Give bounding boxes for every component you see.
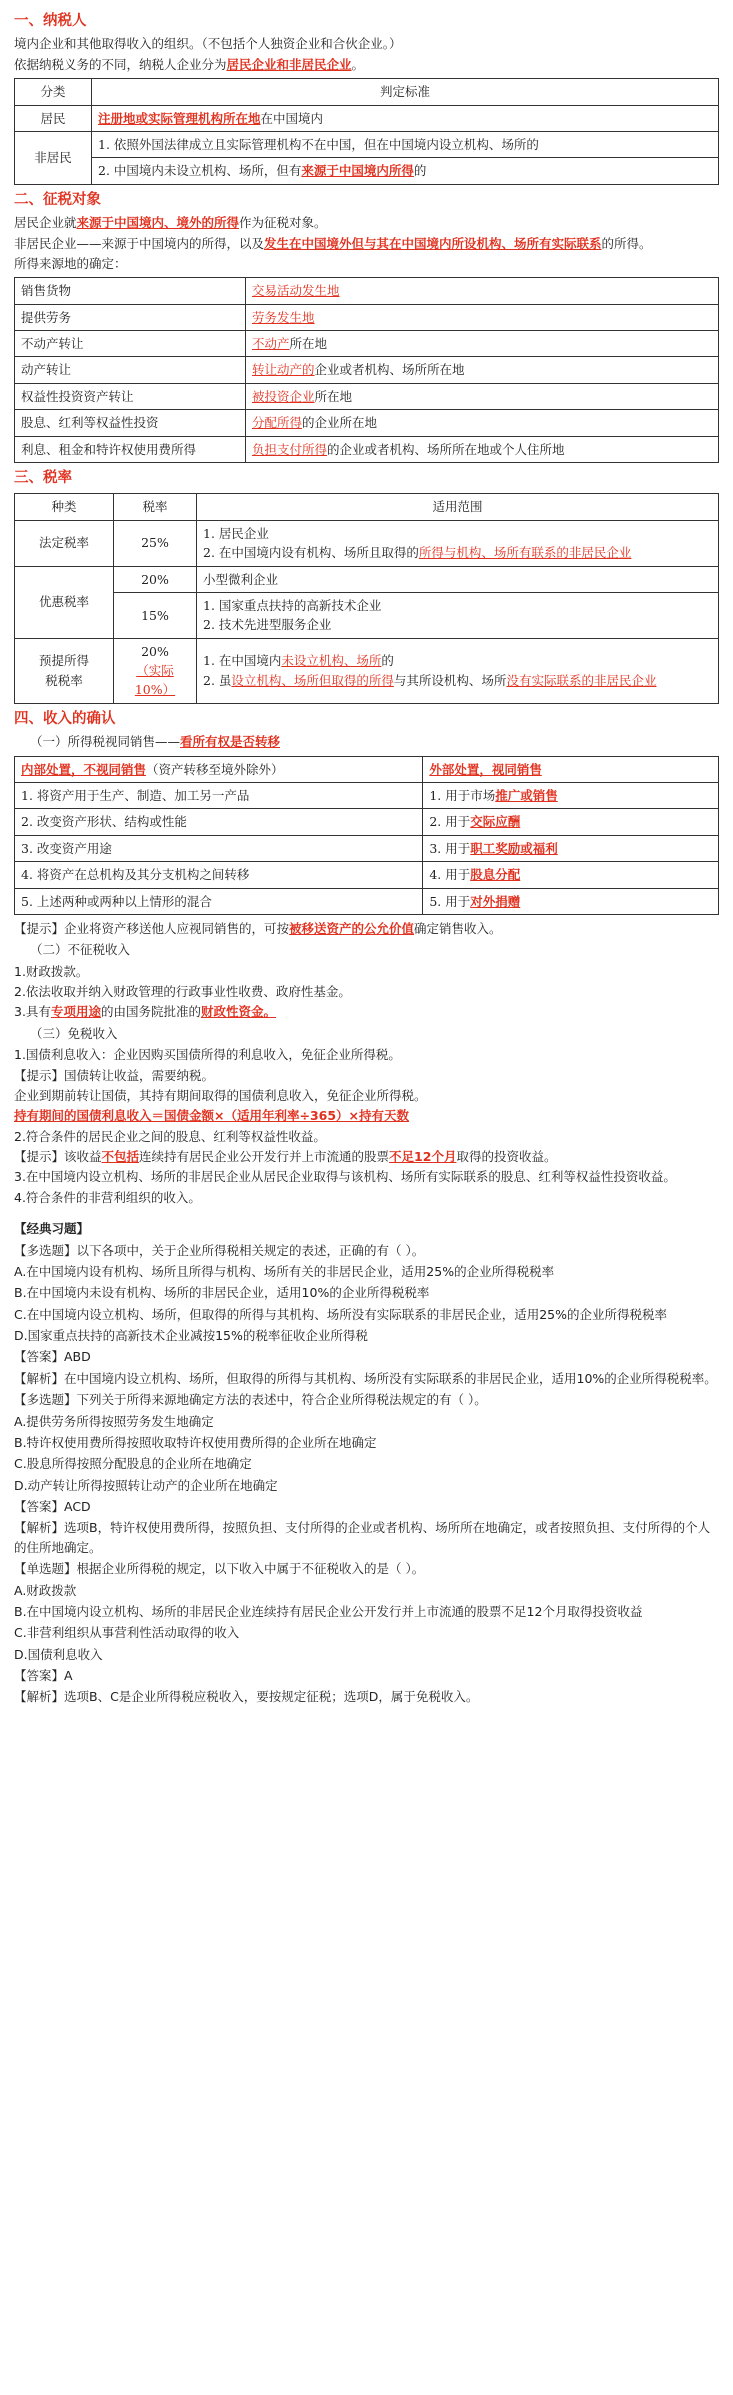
list-item: 3.在中国境内设立机构、场所的非居民企业从居民企业取得与该机构、场所有实际联系的股息、红利等权益性投资收益。 xyxy=(14,1169,676,1185)
exercise-title: 【经典习题】 xyxy=(14,1221,90,1237)
option: D.动产转让所得按照转让动产的企业所在地确定 xyxy=(14,1477,278,1493)
explanation: 【解析】选项B、C是企业所得税应税收入，要按规定征税；选项D，属于免税收入。 xyxy=(14,1689,479,1705)
option: A.在中国境内设有机构、场所且所得与机构、场所有关的非居民企业，适用25%的企业所得税税率 xyxy=(14,1263,555,1279)
list-item: 2.符合条件的居民企业之间的股息、红利等权益性收益。 xyxy=(14,1128,326,1144)
table-cell: 1. 依照外国法律成立且实际管理机构不在中国，但在中国境内设立机构、场所的 2. 中国境内未设立机构、场所，但有来源于中国境内所得的 xyxy=(92,131,719,184)
paragraph: 境内企业和其他取得收入的组织。（不包括个人独资企业和合伙企业。） xyxy=(14,36,402,52)
section-title-taxpayer: 一、纳税人 xyxy=(14,13,87,29)
option: B.在中国境内未设有机构、场所的非居民企业，适用10%的企业所得税税率 xyxy=(14,1285,430,1301)
tax-rate-table: 种类 税率 适用范围 法定税率 25% 1. 居民企业 2. 在中国境内设有机构、场所且取得的所得与机构、场所有联系的非居民企业 优惠税率 20% 小型微利企业 15% 1. 国家重点扶持的高新技术企业 2. 技术先进型服务企业 预提所得 税税率 20% （实际 10%） 1. 在中国境内未设立机构、场所的 2. 虽设立机构、场所但取得的所得与其所设机构、场所没有实际联系的非居民企业 xyxy=(14,493,719,703)
paragraph: 企业到期前转让国债，其持有期间取得的国债利息收入，免征企业所得税。 xyxy=(14,1087,427,1103)
tip: 【提示】该收益不包括连续持有居民企业公开发行并上市流通的股票不足12个月取得的投资收益。 xyxy=(14,1149,557,1164)
list-item: 2.依法收取并纳入财政管理的行政事业性收费、政府性基金。 xyxy=(14,984,351,999)
table-header: 分类 xyxy=(15,79,92,105)
paragraph: 所得来源地的确定： xyxy=(14,255,127,271)
subheading: （二）不征税收入 xyxy=(30,942,131,958)
option: D.国家重点扶持的高新技术企业减按15%的税率征收企业所得税 xyxy=(14,1328,368,1343)
tip: 【提示】国债转让收益，需要纳税。 xyxy=(14,1067,215,1083)
subheading: （三）免税收入 xyxy=(30,1025,118,1041)
answer: 【答案】A xyxy=(14,1668,73,1683)
option: B.特许权使用费所得按照收取特许权使用费所得的企业所在地确定 xyxy=(14,1434,377,1450)
answer: 【答案】ABD xyxy=(14,1349,91,1365)
highlight-text: 居民企业和非居民企业 xyxy=(226,56,352,72)
section-title-income-recognition: 四、收入的确认 xyxy=(14,710,116,727)
paragraph: 居民企业就来源于中国境内、境外的所得作为征税对象。 xyxy=(14,215,327,231)
paragraph: 非居民企业——来源于中国境内的所得，以及发生在中国境外但与其在中国境内所设机构、场所有实际联系的所得。 xyxy=(14,235,652,251)
explanation: 【解析】在中国境内设立机构、场所，但取得的所得与其机构、场所没有实际联系的非居民企业，适用10%的企业所得税税率。 xyxy=(14,1370,717,1386)
list-item: 4.符合条件的非营利组织的收入。 xyxy=(14,1189,201,1205)
subheading: （一）所得税视同销售——看所有权是否转移 xyxy=(30,734,281,750)
question: 【多选题】以下各项中，关于企业所得税相关规定的表述，正确的有（ ）。 xyxy=(14,1242,425,1258)
section-title-tax-object: 二、征税对象 xyxy=(14,191,101,208)
taxpayer-table xyxy=(14,78,719,185)
option: B.在中国境内设立机构、场所的非居民企业连续持有居民企业公开发行并上市流通的股票不足12个月取得投资收益 xyxy=(14,1603,643,1619)
question: 【单选题】根据企业所得税的规定，以下收入中属于不征税收入的是（ ）。 xyxy=(14,1561,425,1577)
list-item: 1.国债利息收入：企业因购买国债所得的利息收入，免征企业所得税。 xyxy=(14,1047,401,1063)
option: A.财政拨款 xyxy=(14,1582,77,1598)
table-cell: 居民 xyxy=(15,105,92,131)
answer: 【答案】ACD xyxy=(14,1499,91,1514)
paragraph: 依据纳税义务的不同，纳税人企业分为居民企业和非居民企业。 xyxy=(14,56,365,72)
explanation: 【解析】选项B，特许权使用费所得，按照负担、支付所得的企业或者机构、场所所在地确定，或者按照负担、支付所得的个人的住所地确定。 xyxy=(14,1520,711,1555)
table-header: 判定标准 xyxy=(92,79,719,105)
table-cell: 非居民 xyxy=(15,131,92,184)
option: C.非营利组织从事营利性活动取得的收入 xyxy=(14,1625,240,1641)
deemed-sale-table: 内部处置，不视同销售（资产转移至境外除外） 外部处置，视同销售 1. 将资产用于生产、制造、加工另一产品 1. 用于市场推广或销售 2. 改变资产形状、结构或性能 2. 用于交际应酬 3. 改变资产用途 3. 用于职工奖励或福利 4. 将资产在总机构及其分支机构之间转移 4. 用于股息分配 5. 上述两种或两种以上情形的混合 5. 用于对外捐赠 xyxy=(14,756,719,915)
question: 【多选题】下列关于所得来源地确定方法的表述中，符合企业所得税法规定的有（ ）。 xyxy=(14,1392,487,1408)
section-title-tax-rate: 三、税率 xyxy=(14,469,72,486)
tip: 【提示】企业将资产移送他人应视同销售的，可按被移送资产的公允价值确定销售收入。 xyxy=(14,920,502,936)
list-item: 3.具有专项用途的由国务院批准的财政性资金。 xyxy=(14,1004,276,1020)
income-source-table: 销售货物 交易活动发生地 提供劳务 劳务发生地 不动产转让 不动产所在地 动产转让 转让动产的企业或者机构、场所所在地 权益性投资资产转让 被投资企业所在地 股息、红利等权益性投资 分配所得的企业所在地 利息、租金和特许权使用费所得 负担支付所得的企业或者机构、场所所在地或个人住所地 xyxy=(14,277,719,463)
option: C.股息所得按照分配股息的企业所在地确定 xyxy=(14,1456,252,1472)
option: C.在中国境内设立机构、场所，但取得的所得与其机构、场所没有实际联系的非居民企业，适用25%的企业所得税税率 xyxy=(14,1306,667,1322)
list-item: 1.财政拨款。 xyxy=(14,963,89,979)
option: A.提供劳务所得按照劳务发生地确定 xyxy=(14,1413,214,1429)
formula: 持有期间的国债利息收入＝国债金额×（适用年利率÷365）×持有天数 xyxy=(14,1108,410,1124)
table-cell: 注册地或实际管理机构所在地在中国境内 xyxy=(92,105,719,131)
option: D.国债利息收入 xyxy=(14,1646,103,1662)
